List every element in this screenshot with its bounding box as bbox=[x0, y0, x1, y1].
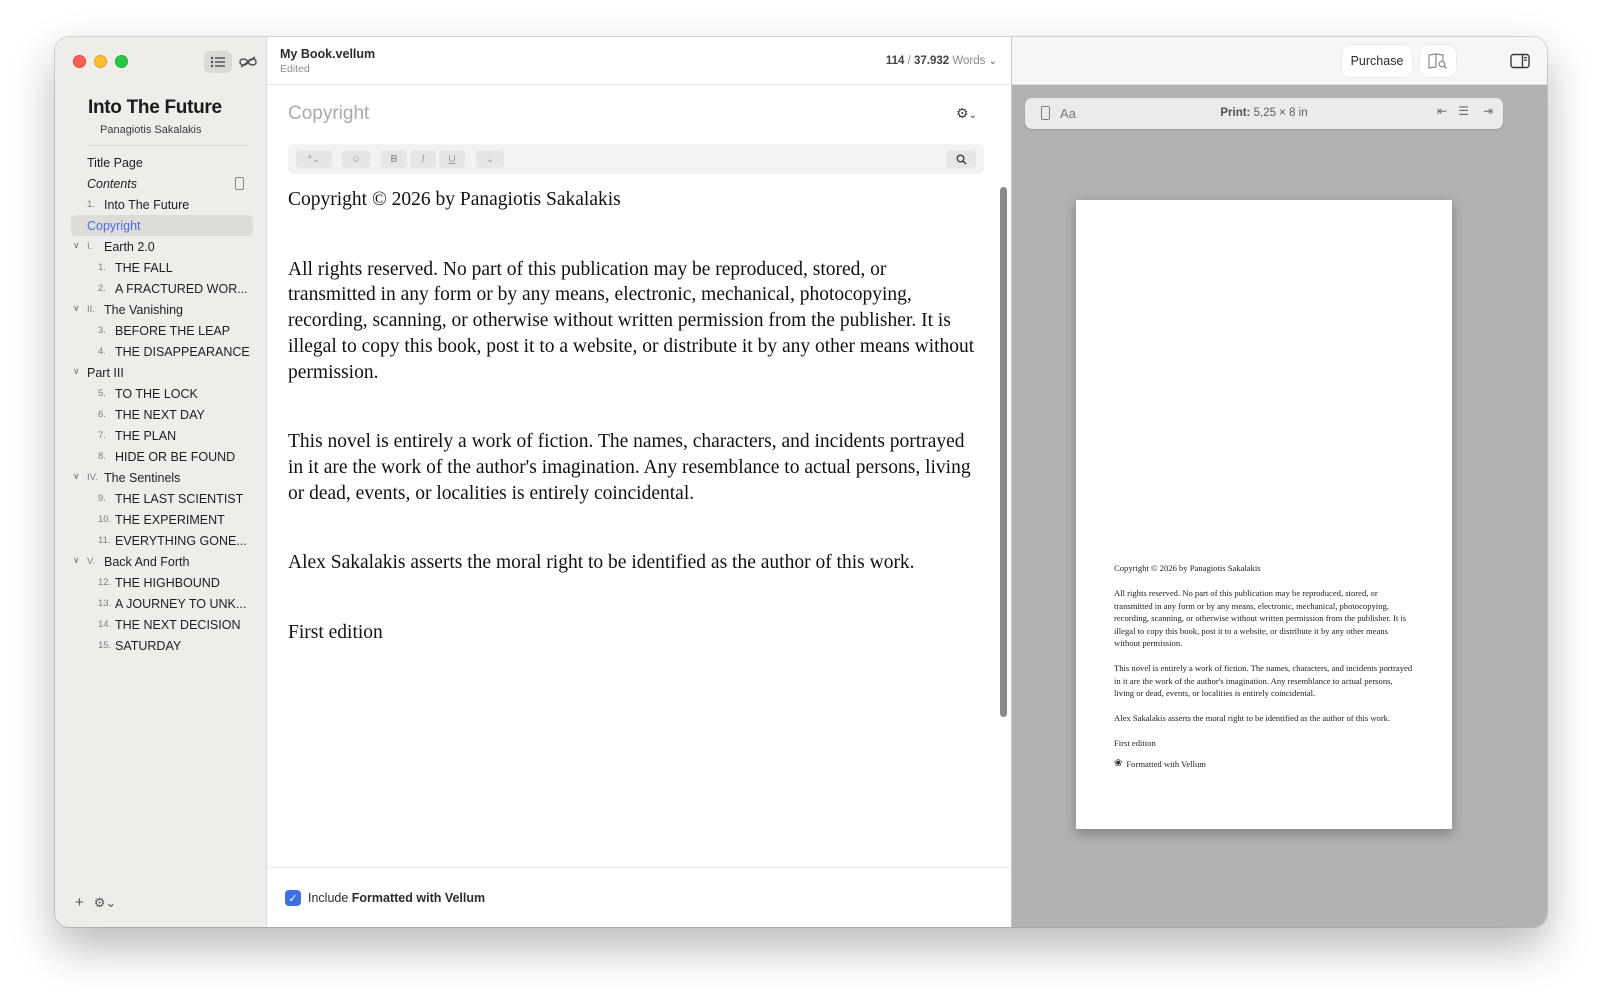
disclosure-chevron-icon[interactable]: ∨ bbox=[73, 555, 80, 565]
paragraph[interactable]: Alex Sakalakis asserts the moral right to be identified as the author of this work. bbox=[288, 552, 915, 574]
sidebar-item[interactable] bbox=[71, 173, 253, 194]
sidebar-item-label: HIDE OR BE FOUND bbox=[115, 449, 236, 464]
book-title[interactable]: Into The Future bbox=[88, 97, 222, 118]
formatted-with-vellum-credit bbox=[1114, 758, 1414, 771]
underline-button[interactable]: U bbox=[439, 150, 465, 168]
app-window bbox=[55, 37, 1547, 927]
sidebar-item[interactable] bbox=[71, 614, 253, 635]
sidebar-item-label: THE NEXT DAY bbox=[115, 407, 205, 422]
sidebar-item-number: 7. bbox=[98, 430, 106, 441]
word-count-separator: / bbox=[904, 55, 914, 67]
paragraph[interactable]: All rights reserved. No part of this publication may be reproduced, stored, or transmitted in any form or by any means, electronic, mechanical, photocopying, recording, scanning, or otherwise without written permission from the publisher. It is illegal to copy this book, post it to a website, or distribute it by any other means without permission. bbox=[288, 258, 975, 383]
sidebar-item[interactable] bbox=[71, 257, 253, 278]
arrow-to-end-icon: ⇥ bbox=[1482, 104, 1493, 118]
sidebar-item-label: Part III bbox=[87, 365, 124, 380]
sidebar-item[interactable] bbox=[71, 551, 253, 572]
sidebar-item[interactable] bbox=[71, 572, 253, 593]
paragraph[interactable]: Copyright © 2026 by Panagiotis Sakalakis bbox=[288, 189, 621, 210]
sidebar-item[interactable] bbox=[71, 320, 253, 341]
close-window-button[interactable] bbox=[73, 55, 86, 68]
sidebar-item-label: SATURDAY bbox=[115, 638, 182, 653]
bold-button[interactable]: B bbox=[381, 150, 407, 168]
sidebar-item-label: Into The Future bbox=[104, 197, 190, 212]
sidebar-item[interactable] bbox=[71, 467, 253, 488]
document-status: Edited bbox=[280, 63, 310, 75]
search-button[interactable] bbox=[946, 150, 976, 168]
purchase-button[interactable]: Purchase bbox=[1342, 45, 1412, 77]
sidebar-item[interactable] bbox=[71, 530, 253, 551]
arrow-to-start-icon: ⇤ bbox=[1436, 104, 1447, 118]
include-label-prefix: Include bbox=[308, 891, 352, 905]
disclosure-chevron-icon[interactable]: ∨ bbox=[73, 240, 80, 250]
phone-icon[interactable] bbox=[235, 177, 244, 190]
list-icon bbox=[210, 56, 226, 68]
vellum-logo-icon: ❀ bbox=[1114, 757, 1123, 769]
sidebar-item[interactable] bbox=[71, 404, 253, 425]
sidebar-item[interactable] bbox=[71, 425, 253, 446]
sidebar-item[interactable] bbox=[71, 278, 253, 299]
sidebar-item[interactable] bbox=[71, 509, 253, 530]
sidebar-item-number: 1. bbox=[98, 262, 106, 273]
sidebar-item[interactable] bbox=[71, 362, 253, 383]
page-paragraph: Copyright © 2026 by Panagiotis Sakalakis bbox=[1114, 563, 1261, 573]
sidebar-item-label: THE FALL bbox=[115, 260, 173, 275]
sidebar-item-number: I. bbox=[87, 241, 93, 252]
paragraph[interactable]: First edition bbox=[288, 622, 383, 644]
sidebar-item-label: THE LAST SCIENTIST bbox=[115, 491, 244, 506]
sidebar-item-label: BEFORE THE LEAP bbox=[115, 323, 231, 338]
editor-header bbox=[267, 37, 1011, 85]
sidebar-item[interactable] bbox=[71, 383, 253, 404]
editor-pane bbox=[267, 37, 1011, 927]
page-paragraph: All rights reserved. No part of this publication may be reproduced, stored, or transmitted in any form or by any means, electronic, mechanical, photocopying, recording, scanning, or otherwise without written permission from the publisher. It is illegal to copy this book, post it to a website, or distribute it by any other means without permission. bbox=[1114, 588, 1407, 648]
sidebar-item-number: V. bbox=[87, 556, 96, 567]
sidebar-item-number: II. bbox=[87, 304, 95, 315]
section-settings-button[interactable] bbox=[956, 105, 977, 122]
preview-header bbox=[1012, 37, 1547, 85]
navigator-list bbox=[71, 152, 253, 656]
list-view-button[interactable] bbox=[204, 51, 232, 73]
word-count-button[interactable] bbox=[886, 55, 997, 67]
sidebar-item[interactable] bbox=[71, 446, 253, 467]
sidebar-item-label: THE HIGHBOUND bbox=[115, 575, 220, 590]
sidebar-item-number: 9. bbox=[98, 493, 106, 504]
sidebar-item-label: A FRACTURED WOR... bbox=[115, 281, 248, 296]
toggle-preview-panel-button[interactable] bbox=[1502, 45, 1538, 77]
editor-footer bbox=[267, 867, 1011, 927]
disclosure-chevron-icon[interactable]: ∨ bbox=[73, 471, 80, 481]
section-title[interactable]: Copyright bbox=[288, 103, 370, 124]
sidebar-item-number: 11. bbox=[98, 535, 111, 546]
sidebar-divider bbox=[88, 145, 248, 146]
chevron-down-icon: ⌄ bbox=[988, 56, 997, 67]
sidebar-item-number: IV. bbox=[87, 472, 98, 483]
include-formatted-checkbox[interactable]: ✓ bbox=[285, 890, 301, 906]
style-menu-button[interactable]: *⌄ bbox=[296, 150, 332, 168]
sidebar-item-label: Back And Forth bbox=[104, 554, 190, 569]
sidebar-item-label: THE NEXT DECISION bbox=[115, 617, 241, 632]
page-list-button[interactable] bbox=[1458, 104, 1469, 118]
emoji-button[interactable]: ☺ bbox=[342, 150, 370, 168]
sidebar-item-label: Contents bbox=[87, 176, 138, 191]
list-icon: ☰ bbox=[1458, 104, 1469, 118]
more-formatting-button[interactable]: ⌄ bbox=[476, 150, 504, 168]
format-toolbar bbox=[288, 144, 984, 174]
sidebar-item-number: 8. bbox=[98, 451, 106, 462]
sidebar-item[interactable] bbox=[71, 194, 253, 215]
link-toggle-button[interactable] bbox=[236, 51, 260, 73]
previous-page-button[interactable] bbox=[1437, 104, 1447, 118]
page-paragraph: This novel is entirely a work of fiction. The names, characters, and incidents portrayed in it are the work of the author's imagination. Any resemblance to actual persons, living or dead, events, or localities is entirely coincidental. bbox=[1114, 663, 1413, 698]
sidebar-item-number: 5. bbox=[98, 388, 106, 399]
sidebar-item-label: TO THE LOCK bbox=[115, 386, 198, 401]
preview-pane bbox=[1011, 37, 1547, 927]
sidebar bbox=[55, 37, 267, 927]
sidebar-item-number: 1. bbox=[87, 199, 95, 210]
sidebar-item[interactable] bbox=[71, 488, 253, 509]
minimize-window-button[interactable] bbox=[94, 55, 107, 68]
sidebar-item[interactable] bbox=[71, 236, 253, 257]
sidebar-item-label: THE DISAPPEARANCE bbox=[115, 344, 250, 359]
sidebar-item-number: 13. bbox=[98, 598, 112, 609]
sidebar-item-label: The Vanishing bbox=[104, 302, 183, 317]
gear-icon: ⚙︎ bbox=[956, 105, 969, 121]
sidebar-item[interactable] bbox=[71, 341, 253, 362]
word-count-unit: Words bbox=[952, 55, 986, 67]
search-icon bbox=[956, 154, 967, 165]
sidebar-item[interactable] bbox=[71, 593, 253, 614]
sidebar-item-number: 12. bbox=[98, 577, 112, 588]
sidebar-right-icon bbox=[1510, 53, 1530, 69]
sidebar-item-label: THE EXPERIMENT bbox=[115, 512, 225, 527]
print-size-selector[interactable] bbox=[1025, 107, 1503, 119]
sidebar-item-label: Earth 2.0 bbox=[104, 239, 155, 254]
page-text bbox=[1114, 562, 1414, 770]
editor-scrollbar[interactable] bbox=[998, 182, 1008, 842]
device-toolbar bbox=[1025, 98, 1503, 129]
sidebar-item[interactable] bbox=[71, 635, 253, 656]
sidebar-item[interactable] bbox=[71, 299, 253, 320]
italic-button[interactable]: I bbox=[410, 150, 436, 168]
print-label: Print: bbox=[1220, 107, 1251, 119]
sidebar-settings-button[interactable]: ⚙︎⌄ bbox=[93, 894, 117, 910]
sidebar-item-label: A JOURNEY TO UNK... bbox=[115, 596, 247, 611]
sidebar-item-number: 14. bbox=[98, 619, 112, 630]
sidebar-item[interactable] bbox=[71, 152, 253, 173]
page-paragraph: Alex Sakalakis asserts the moral right to be identified as the author of this work. bbox=[1114, 713, 1391, 723]
sidebar-item-label: Title Page bbox=[87, 155, 143, 170]
book-search-icon bbox=[1428, 53, 1448, 69]
page-paragraph: First edition bbox=[1114, 738, 1156, 748]
sidebar-item-label: EVERYTHING GONE... bbox=[115, 533, 247, 548]
next-page-button[interactable] bbox=[1483, 104, 1493, 118]
sidebar-item-number: 3. bbox=[98, 325, 106, 336]
sidebar-item-number: 10. bbox=[98, 514, 112, 525]
chevron-down-icon: ⌄ bbox=[968, 110, 977, 121]
book-author[interactable]: Panagiotis Sakalakis bbox=[100, 124, 202, 136]
sidebar-item[interactable] bbox=[71, 215, 253, 236]
print-size-value: 5,25 × 8 in bbox=[1250, 107, 1308, 119]
sidebar-item-label: The Sentinels bbox=[104, 470, 181, 485]
document-name: My Book.vellum bbox=[280, 47, 376, 61]
editor-text[interactable] bbox=[288, 187, 978, 646]
font-settings-button[interactable]: Aa bbox=[1060, 106, 1076, 121]
word-count-total: 37.932 bbox=[913, 55, 950, 67]
sidebar-footer bbox=[75, 894, 116, 911]
add-element-button[interactable]: + bbox=[75, 894, 84, 911]
include-formatted-label[interactable] bbox=[308, 891, 485, 905]
sidebar-item-number: 4. bbox=[98, 346, 106, 357]
include-label-bold: Formatted with Vellum bbox=[351, 891, 486, 905]
unlink-icon bbox=[238, 56, 258, 68]
disclosure-chevron-icon[interactable]: ∨ bbox=[73, 366, 80, 376]
sidebar-item-number: 15. bbox=[98, 640, 112, 651]
word-count-current: 114 bbox=[885, 55, 905, 67]
sidebar-item-label: Copyright bbox=[87, 218, 141, 233]
paragraph[interactable]: This novel is entirely a work of fiction. The names, characters, and incidents portrayed in it are the work of the author's imagination. Any resemblance to actual persons, living or dead, events, or localities is entirely coincidental. bbox=[288, 431, 971, 504]
scrollbar-thumb[interactable] bbox=[1000, 187, 1007, 717]
print-page-preview bbox=[1076, 200, 1452, 829]
zoom-window-button[interactable] bbox=[115, 55, 128, 68]
sidebar-item-number: 2. bbox=[98, 283, 106, 294]
disclosure-chevron-icon[interactable]: ∨ bbox=[73, 303, 80, 313]
reader-preview-button[interactable] bbox=[1420, 45, 1456, 77]
sidebar-item-label: THE PLAN bbox=[115, 428, 177, 443]
sidebar-item-number: 6. bbox=[98, 409, 106, 420]
formatted-with-label: Formatted with Vellum bbox=[1126, 758, 1206, 769]
